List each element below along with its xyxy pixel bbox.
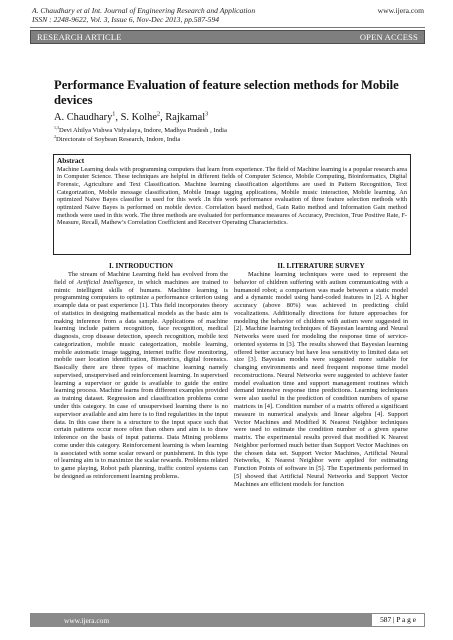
literature-survey-paragraph: Machine learning techniques were used to represent the behavior of children suffering with autism communicating with a humanoid robot; a comparison was made between a static model and a dynamic model using hand-coded features in [2]. A higher accuracy (above 80%) was achieved in predicting child vocalizations. Additionally directions for future approaches for modeling the behavior of children with autism were suggested in [2]. Machine learning techniques of Bayesian learning and Neural Networks were used for modeling the response time of service-oriented systems in [3]. The results showed that Bayesian learning offered better accuracy but have less sensitivity to limited data set size [3]. Bayesian models were suggested more suitable for changing environments and need frequent response time model reconstructions. Neural Networks were suggested to achieve faster model evaluation time and support management routines which demand intensive response time predictions. Learning techniques were also useful in the prediction of condition numbers of sparse matrices in [4]. Condition number of a matrix offered a significant measure in numerical analysis and linear algebra [4]. Support Vector Machines and Modified K Nearest Neighbor techniques were used to estimate the condition number of a given sparse matrix. The experimental results proved that modified K Nearest Neighbor performed much better than Support Vector Machines on the chosen data set. Support Vector Machines, Artificial Neural Networks, K Nearest Neighbor were applied for estimating Function Points of software in [5]. The Experiments performed in [5] showed that Artificial Neural Networks and Support Vector Machines are efficient models for function bbox=[234, 271, 408, 488]
journal-issn: ISSN : 2248-9622, Vol. 3, Issue 6, Nov-Dec 2013, pp.587-594 bbox=[32, 15, 220, 24]
journal-website[interactable]: www.ijera.com bbox=[377, 6, 424, 15]
page-number: 587 | P a g e bbox=[372, 614, 424, 626]
journal-header bbox=[32, 6, 424, 24]
author-list bbox=[54, 112, 208, 124]
open-access-label: OPEN ACCESS bbox=[359, 32, 418, 42]
paper-title: Performance Evaluation of feature selection methods for Mobile devices bbox=[54, 78, 399, 107]
affiliation-line: $^2$Directorate of Soybean Research, Indore, India bbox=[54, 133, 181, 143]
research-article-label: RESEARCH ARTICLE bbox=[37, 32, 122, 42]
abstract-heading: Abstract bbox=[57, 156, 85, 165]
author-affiliation-mark: 1 bbox=[112, 110, 116, 118]
footer-website[interactable]: www.ijera.com bbox=[64, 615, 110, 625]
affiliation-line: $^{1,3}$Devi Ahilya Vishwa Vidyalaya, Indore, Madhya Pradesh , India bbox=[54, 124, 227, 134]
author-name: A. Chaudhary bbox=[54, 112, 113, 123]
abstract-text: Machine Learning deals with programming computers that learn from experience. The field of Machine learning is a popular research area in Computer Science. These techniques are helpful in different fields of Computer Science, Mobile Computing, Bioinformatics, Digital Forensic, Agriculture and Text Classification. Machine learning classification algorithms are used in Pattern Recognition, Text Categorization, Mobile message classification, Mobile Image tagging applications, Mobile music interaction, Mobile learning. An optimized Naive Bayes classifier is used for this work .In this work performance evaluation of three feature selection methods with optimized Naive Bayes is performed on mobile device. Correlation based method, Gain Ratio method and Information Gain method methods were used in this work. The three methods are evaluated for performance measures of Accuracy, Precision, True Positive Rate, F- Measure, Recall, Mathew’s Correlation Coefficient and Receiver Operating Characteristics. bbox=[57, 165, 407, 227]
introduction-heading: I. INTRODUCTION bbox=[109, 262, 173, 270]
introduction-paragraph: The stream of Machine Learning field has evolved from the field of Artificial Intelligence, in which machines are trained to mimic intelligent skills of humans. Machine learning is programming computers to optimize a performance criterion using example data or past experience [1]. This field incorporates theory of statistics in designing mathematical models as the basic aim is making inference from a data sample. Applications of machine learning include pattern recognition, face recognition, medical diagnosis, crop disease detection, speech recognition, mobile text categorization, mobile music categorization, mobile learning, mobile automatic image tagging, internet traffic flow monitoring, mobile user location identification, Biometrics, digital forensics. Basically there are three types of machine learning namely supervised, unsupervised and reinforcement learning. In supervised learning a supervisor or guide is available to guide the entire learning process. Machine learns from different examples provided as training dataset. Regression and classification problems come under this category. In case of unsupervised learning there is no supervisor available and aim here is to find regularities in the input data. In this case there is a structure to the input space such that certain patterns occur more often than others and aim is to draw inference on the basis of input patterns. Data Mining problems come under this category. Reinforcement learning is when learning is associated with some scalar reward or punishment. In this type of learning aim is to maximize the scalar rewards. Problems related to game playing, Robot path planning, traffic control systems can be designed as reinforcement learning problems. bbox=[54, 271, 228, 480]
author-name: , S. Kolhe bbox=[115, 112, 157, 123]
abstract-box bbox=[53, 154, 411, 255]
journal-citation: A. Chaudhary et al Int. Journal of Engineering Research and Application bbox=[32, 6, 256, 15]
affiliations bbox=[54, 126, 227, 144]
literature-survey-column bbox=[234, 262, 408, 488]
literature-survey-heading: II. LITERATURE SURVEY bbox=[277, 262, 365, 270]
article-type-banner bbox=[30, 30, 425, 44]
author-affiliation-mark: 3 bbox=[205, 110, 209, 118]
author-affiliation-mark: 2 bbox=[157, 110, 161, 118]
header-divider bbox=[30, 27, 425, 28]
author-name: , Rajkamal bbox=[160, 112, 206, 123]
page-footer bbox=[30, 613, 425, 627]
introduction-column bbox=[54, 262, 228, 481]
